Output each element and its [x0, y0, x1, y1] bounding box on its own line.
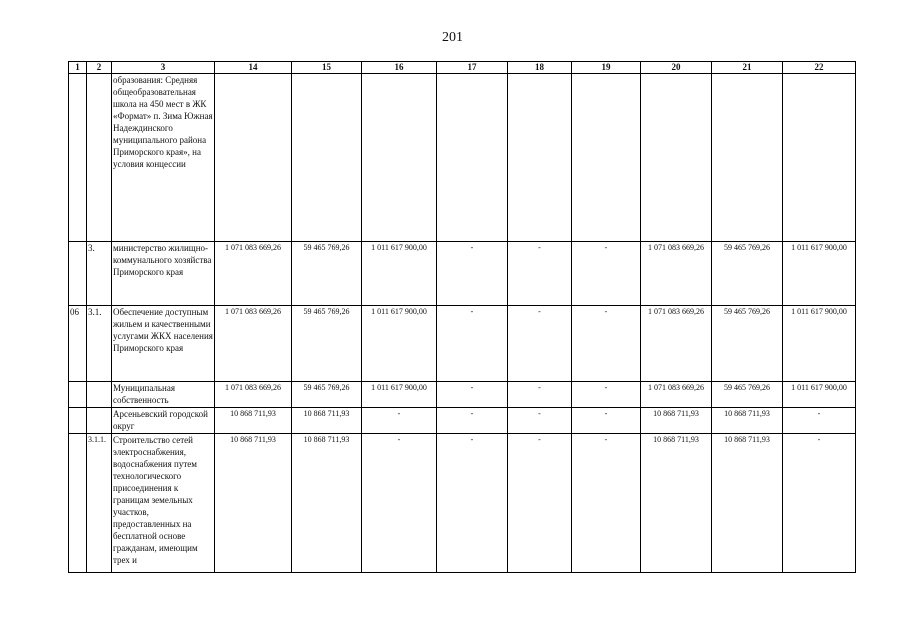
row-col-2 [87, 408, 112, 434]
header-cell-22: 22 [783, 62, 856, 74]
row-col-21 [712, 74, 783, 242]
header-cell-16: 16 [362, 62, 437, 74]
table-row [69, 434, 856, 573]
row-col-18: - [508, 242, 572, 306]
row-col-17: - [437, 434, 508, 573]
row-col-22 [783, 74, 856, 242]
header-cell-21: 21 [712, 62, 783, 74]
header-cell-19: 19 [572, 62, 641, 74]
row-col-2 [87, 74, 112, 242]
table-row [69, 242, 856, 306]
row-col-17: - [437, 306, 508, 382]
row-col-21: 59 465 769,26 [712, 242, 783, 306]
row-col-20: 1 071 083 669,26 [641, 242, 712, 306]
row-col-17: - [437, 242, 508, 306]
row-col-19: - [572, 408, 641, 434]
row-col-21: 10 868 711,93 [712, 408, 783, 434]
row-col-2: 3.1. [87, 306, 112, 382]
row-col-1 [69, 242, 87, 306]
row-col-19: - [572, 434, 641, 573]
row-col-1: 06 [69, 306, 87, 382]
row-col-15: 59 465 769,26 [292, 306, 362, 382]
row-col-19 [572, 74, 641, 242]
header-cell-1: 1 [69, 62, 87, 74]
row-col-1 [69, 74, 87, 242]
row-name: Арсеньевский городской округ [112, 408, 215, 434]
page-number: 201 [442, 30, 463, 45]
header-cell-18: 18 [508, 62, 572, 74]
row-col-19: - [572, 242, 641, 306]
table-row [69, 408, 856, 434]
row-col-2 [87, 382, 112, 408]
row-col-21: 59 465 769,26 [712, 306, 783, 382]
table-row [69, 74, 856, 242]
row-col-21: 10 868 711,93 [712, 434, 783, 573]
row-col-1 [69, 434, 87, 573]
row-col-14: 1 071 083 669,26 [215, 382, 292, 408]
row-col-20: 1 071 083 669,26 [641, 306, 712, 382]
row-col-18: - [508, 306, 572, 382]
row-col-15: 10 868 711,93 [292, 408, 362, 434]
row-col-14: 10 868 711,93 [215, 408, 292, 434]
row-col-20: 1 071 083 669,26 [641, 382, 712, 408]
row-col-14 [215, 74, 292, 242]
row-col-17: - [437, 382, 508, 408]
table-row [69, 382, 856, 408]
row-col-19: - [572, 306, 641, 382]
row-col-16: 1 011 617 900,00 [362, 242, 437, 306]
row-col-16: - [362, 434, 437, 573]
row-col-18 [508, 74, 572, 242]
row-col-20 [641, 74, 712, 242]
row-name: Обеспечение доступным жильем и качественными услугами ЖКХ населения Приморского края [112, 306, 215, 382]
row-col-18: - [508, 434, 572, 573]
row-col-14: 1 071 083 669,26 [215, 306, 292, 382]
budget-table [68, 61, 856, 573]
row-col-2: 3.1.1. [87, 434, 112, 573]
header-cell-2: 2 [87, 62, 112, 74]
row-col-16: 1 011 617 900,00 [362, 382, 437, 408]
row-col-16 [362, 74, 437, 242]
header-row [69, 62, 856, 74]
row-col-22: - [783, 434, 856, 573]
header-cell-20: 20 [641, 62, 712, 74]
header-cell-3: 3 [112, 62, 215, 74]
row-col-22: 1 011 617 900,00 [783, 242, 856, 306]
row-col-1 [69, 408, 87, 434]
row-name: министерство жилищно-коммунального хозяйства Приморского края [112, 242, 215, 306]
row-col-14: 10 868 711,93 [215, 434, 292, 573]
row-col-15: 59 465 769,26 [292, 382, 362, 408]
row-col-15 [292, 74, 362, 242]
row-col-18: - [508, 382, 572, 408]
row-col-17: - [437, 408, 508, 434]
row-col-14: 1 071 083 669,26 [215, 242, 292, 306]
row-col-20: 10 868 711,93 [641, 434, 712, 573]
row-name: образования: Средняя общеобразовательная школа на 450 мест в ЖК «Формат» п. Зима Южная Надеждинского муниципального района Приморского края», на условия концессии [112, 74, 215, 242]
row-col-21: 59 465 769,26 [712, 382, 783, 408]
row-name: Муниципальная собственность [112, 382, 215, 408]
row-col-20: 10 868 711,93 [641, 408, 712, 434]
row-col-1 [69, 382, 87, 408]
row-col-17 [437, 74, 508, 242]
header-cell-15: 15 [292, 62, 362, 74]
row-col-22: 1 011 617 900,00 [783, 382, 856, 408]
header-cell-17: 17 [437, 62, 508, 74]
row-col-22: - [783, 408, 856, 434]
row-col-18: - [508, 408, 572, 434]
table-row [69, 306, 856, 382]
row-col-15: 59 465 769,26 [292, 242, 362, 306]
row-col-2: 3. [87, 242, 112, 306]
row-col-19: - [572, 382, 641, 408]
row-name: Строительство сетей электроснабжения, водоснабжения путем технологического присоединения к границам земельных участков, предоставленных на бесплатной основе гражданам, имеющим трех и [112, 434, 215, 573]
header-cell-14: 14 [215, 62, 292, 74]
row-col-16: - [362, 408, 437, 434]
row-col-15: 10 868 711,93 [292, 434, 362, 573]
row-col-22: 1 011 617 900,00 [783, 306, 856, 382]
row-col-16: 1 011 617 900,00 [362, 306, 437, 382]
